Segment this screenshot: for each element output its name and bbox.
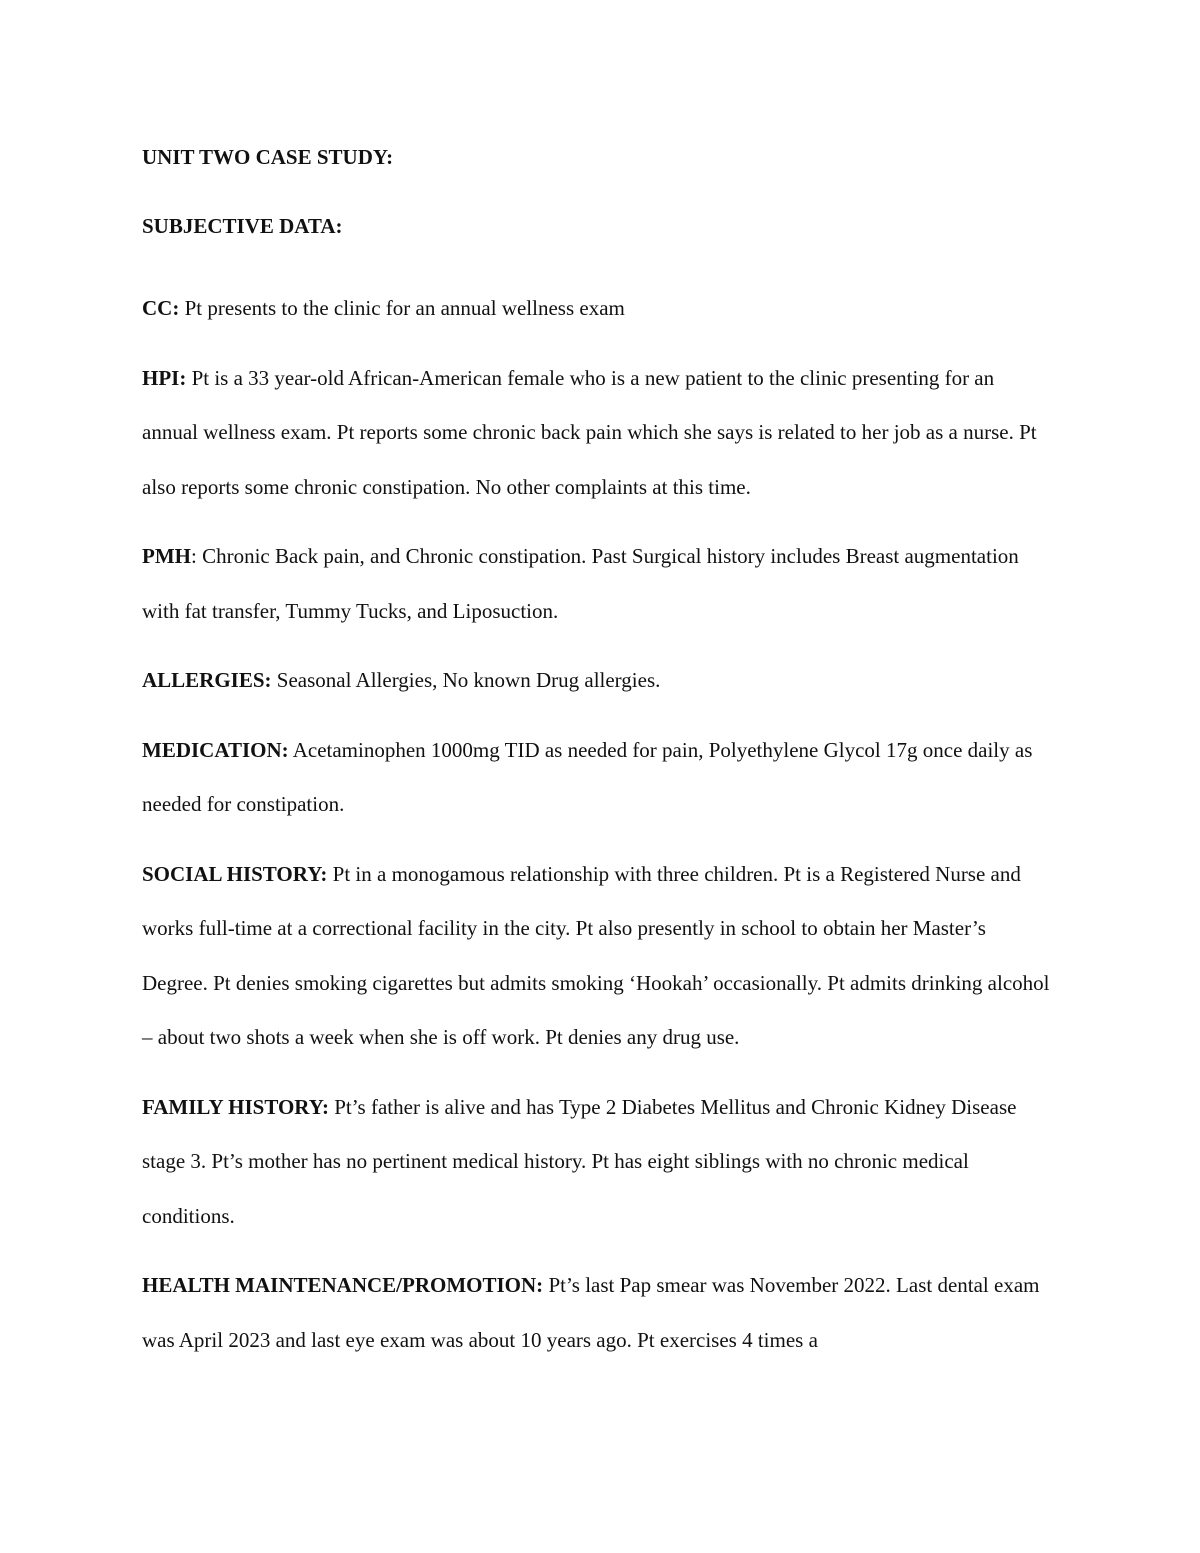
paragraph-text: Pt’s father is alive and has Type 2 Diabetes Mellitus and Chronic Kidney Disease stage 3. Pt’s mother has no pertinent medical history. Pt has eight siblings with no chronic medical conditions. xyxy=(142,1094,1017,1228)
section-heading: SUBJECTIVE DATA: xyxy=(142,214,343,238)
paragraph-label: CC: xyxy=(142,296,180,320)
paragraph-text: Pt is a 33 year-old African-American female who is a new patient to the clinic presenting for an annual wellness exam. Pt reports some chronic back pain which she says is related to her job as a nurse. Pt also reports some chronic constipation. No other complaints at this time. xyxy=(142,365,1037,499)
paragraph-label: ALLERGIES: xyxy=(142,668,272,692)
paragraph-text: Seasonal Allergies, No known Drug allergies. xyxy=(271,668,661,692)
paragraph-pmh xyxy=(142,529,1052,638)
paragraph-label: HPI: xyxy=(142,365,187,390)
paragraph-text: Acetaminophen 1000mg TID as needed for pain, Polyethylene Glycol 17g once daily as needed for constipation. xyxy=(142,737,1033,816)
paragraph-social-history xyxy=(142,847,1052,1065)
paragraph-label: FAMILY HISTORY: xyxy=(142,1094,329,1119)
paragraph-allergies xyxy=(142,653,1052,708)
paragraph-family-history xyxy=(142,1080,1052,1244)
paragraph-text: : Chronic Back pain, and Chronic constipation. Past Surgical history includes Breast augmentation with fat transfer, Tummy Tucks, and Liposuction. xyxy=(142,544,1019,623)
paragraph-cc xyxy=(142,281,1052,336)
paragraph-text: Pt in a monogamous relationship with three children. Pt is a Registered Nurse and works full-time at a correctional facility in the city. Pt also presently in school to obtain her Master’s Degree. Pt denies smoking cigarettes but admits smoking ‘Hookah’ occasionally. Pt admits drinking alcohol – about two shots a week when she is off work. Pt denies any drug use. xyxy=(142,861,1050,1049)
paragraph-text: Pt presents to the clinic for an annual wellness exam xyxy=(179,296,625,320)
paragraph-medication xyxy=(142,723,1052,832)
document-title: UNIT TWO CASE STUDY: xyxy=(142,145,394,169)
paragraph-text: Pt’s last Pap smear was November 2022. Last dental exam was April 2023 and last eye exam was about 10 years ago. Pt exercises 4 times a xyxy=(142,1273,1040,1352)
paragraph-health-maintenance xyxy=(142,1258,1052,1367)
paragraph-label: SOCIAL HISTORY: xyxy=(142,861,328,886)
paragraph-label: HEALTH MAINTENANCE/PROMOTION: xyxy=(142,1273,544,1297)
paragraph-label: PMH xyxy=(142,544,191,568)
paragraph-hpi xyxy=(142,351,1052,515)
document-body xyxy=(142,143,1052,1382)
paragraph-label: MEDICATION: xyxy=(142,737,289,762)
